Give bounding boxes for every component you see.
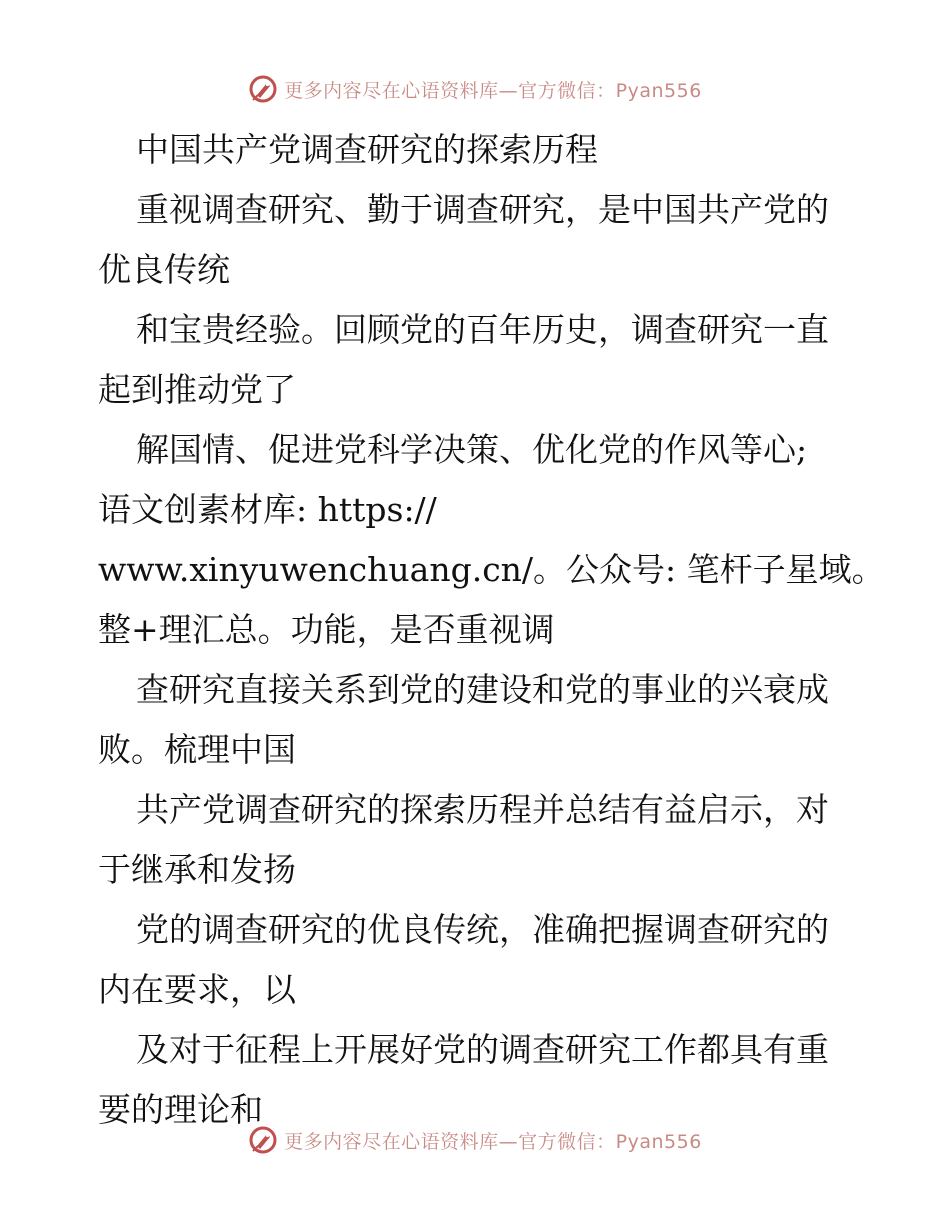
text-line: 共产党调查研究的探索历程并总结有益启示，对 [136, 790, 829, 829]
text-line: 要的理论和 [98, 1090, 263, 1129]
text-line: 败。梳理中国 [98, 730, 296, 769]
pen-nib-circle-icon [248, 74, 278, 104]
header-banner-text: 更多内容尽在心语资料库—官方微信：Pyan556 [284, 79, 702, 102]
text-line: 优良传统 [98, 250, 230, 289]
pen-nib-circle-icon [248, 1125, 278, 1155]
text-line: 重视调查研究、勤于调查研究，是中国共产党的 [136, 190, 829, 229]
document-body [98, 120, 885, 1140]
text-line: 起到推动党了 [98, 370, 296, 409]
text-line: 和宝贵经验。回顾党的百年历史，调查研究一直 [136, 310, 829, 349]
footer-banner-text: 更多内容尽在心语资料库—官方微信：Pyan556 [284, 1130, 702, 1153]
text-line: 整+理汇总。功能，是否重视调 [98, 610, 555, 649]
text-line: 中国共产党调查研究的探索历程 [136, 130, 598, 169]
text-line: 解国情、促进党科学决策、优化党的作风等心; [136, 430, 808, 469]
text-line: 于继承和发扬 [98, 850, 296, 889]
header-banner [0, 72, 950, 106]
text-line: 及对于征程上开展好党的调查研究工作都具有重 [136, 1030, 829, 1069]
footer-banner [0, 1123, 950, 1157]
text-line: 党的调查研究的优良传统，准确把握调查研究的 [136, 910, 829, 949]
text-line: 语文创素材库: https:// [98, 490, 437, 529]
text-line: 查研究直接关系到党的建设和党的事业的兴衰成 [136, 670, 829, 709]
text-line: 内在要求，以 [98, 970, 296, 1009]
text-line: www.xinyuwenchuang.cn/。公众号: 笔杆子星域。 [98, 550, 885, 589]
